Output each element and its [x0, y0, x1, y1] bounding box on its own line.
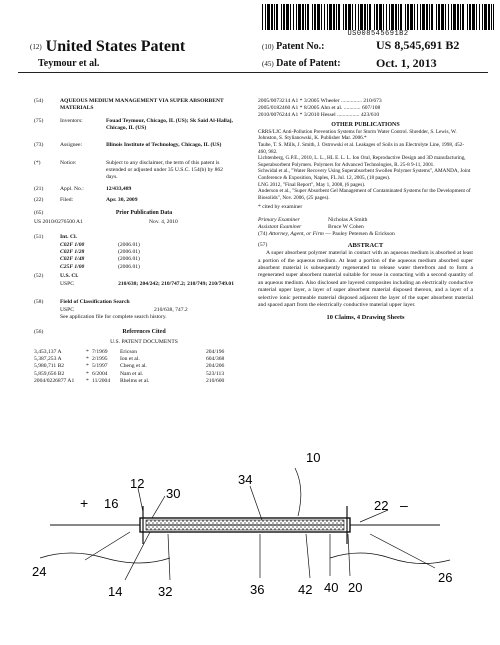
barcode-bar: [422, 4, 425, 30]
abstract-title: ABSTRACT: [347, 242, 384, 250]
barcode-bar: [355, 4, 356, 30]
barcode-bar: [343, 4, 344, 30]
patent-date: Oct. 1, 2013: [376, 56, 437, 70]
date-label-text: Date of Patent:: [276, 58, 341, 69]
uspat-row: [34, 363, 234, 370]
patent-title: AQUEOUS MEDIUM MANAGEMENT VIA SUPER ABSORBENT MATERIALS: [60, 98, 224, 112]
inventors-label: Inventors:: [60, 118, 83, 124]
barcode-bar: [438, 4, 440, 30]
barcode-bar: [453, 4, 456, 30]
filed-value: Apr. 30, 2009: [106, 197, 138, 203]
barcode-bar: [383, 4, 384, 30]
uspat-row: [34, 371, 234, 378]
notice-num: (*): [34, 160, 41, 166]
prior-title: Prior Publication Data: [115, 210, 173, 216]
barcode-bar: [491, 4, 492, 30]
barcode-bar: [420, 4, 421, 30]
ref-36: 36: [250, 582, 265, 597]
barcode-bar: [360, 4, 363, 30]
ground-wave-left: [40, 553, 170, 563]
intcl-list: [60, 242, 210, 271]
primary-examiner: [258, 217, 473, 224]
barcode-bar: [398, 4, 399, 30]
barcode-bar: [345, 4, 347, 30]
intcl-label: Int. Cl.: [60, 234, 77, 240]
primary-value: Nicholas A Smith: [328, 216, 368, 223]
appl-label: Appl. No.:: [60, 186, 84, 192]
uspat-date: 6/2004: [92, 370, 108, 377]
filed-label: Filed:: [60, 197, 74, 203]
barcode-bar: [460, 4, 461, 30]
uspat-class: 204/196: [206, 349, 225, 355]
uspat-date: 5/1997: [92, 363, 108, 370]
uspat-name: Ion et al.: [120, 356, 140, 363]
barcode-bar: [414, 4, 415, 30]
uspat-row: [34, 349, 234, 356]
prior-date: Nov. 4, 2010: [149, 219, 178, 225]
barcode-bar: [296, 4, 297, 30]
barcode-bar: [312, 4, 313, 30]
ground-wave-right: [330, 553, 450, 564]
barcode-bar: [329, 4, 332, 30]
uspat-name: Nam et al.: [120, 370, 144, 377]
barcode-bar: [426, 4, 428, 30]
header-divider: [18, 72, 488, 73]
uspat-date: 11/2004: [92, 377, 111, 384]
barcode-bar: [374, 4, 375, 30]
inventors-num: (75): [34, 118, 44, 124]
intcl-code: C02F 1/48: [60, 256, 85, 263]
minus-sign: –: [400, 497, 408, 513]
abstract-text: A super absorbent polymer material in contact with an aqueous medium is absorbed at least a portion of the aqueous medium. At least a portion of the aqueous medium absorbed super absorbent material is subsequently regenerated to release water therefrom and to form a regenerated super absorbent material suitable for reuse in contacting with a second quantity of an aqueous medium. Also disclosed are layered composites including an electrically conductive material upper layer, a layer of super absorbent material disposed thereon, and a layer of a selective ionic permeable material disposed adjacent the layer of the super absorbent material and spaced apart from the electrically conductive material upper layer.: [258, 250, 473, 308]
uspat-class: 523/113: [206, 370, 225, 377]
field-label: Field of Classification Search: [60, 299, 130, 305]
attorney-label: Attorney, Agent, or Firm: [268, 230, 324, 237]
continued-ref-row: 2005/0182460 A1 * 8/2005 Ahn et al. ............ 607/108: [258, 105, 381, 112]
continued-refs: [258, 98, 473, 120]
abstract-header: [258, 242, 473, 250]
ref-16: 16: [104, 496, 119, 511]
uspat-title: U.S. PATENT DOCUMENTS: [110, 339, 178, 345]
uspat-star: *: [86, 349, 89, 355]
assignee-label: Assignee:: [60, 142, 83, 148]
barcode-bar: [283, 4, 285, 30]
barcode-bar: [484, 4, 487, 30]
right-column: [258, 98, 473, 438]
uspat-date: 2/1995: [92, 356, 108, 363]
patent-number-prefix: (10): [262, 43, 274, 51]
appl-value: 12/433,489: [106, 186, 132, 192]
barcode-bar: [274, 4, 275, 30]
barcode-bar: [298, 4, 301, 30]
country-title: [30, 38, 185, 56]
uscl-label: U.S. Cl.: [60, 273, 79, 279]
uspat-row: [34, 356, 234, 363]
uspat-name: Ericson: [120, 349, 138, 355]
ref-24: 24: [32, 564, 47, 579]
ref-26: 26: [438, 570, 453, 585]
notice-label: Notice:: [60, 160, 77, 166]
barcode-bar: [472, 4, 475, 30]
plus-sign: +: [80, 495, 89, 511]
field-num: (58): [34, 299, 44, 305]
barcode-bar: [367, 4, 368, 30]
uspat-date: 7/1969: [92, 349, 108, 355]
uscl-num: (52): [34, 273, 44, 279]
uscl-value: 210/638; 204/242; 210/747.2; 210/749; 210/749.01: [118, 281, 234, 287]
assistant-examiner: [258, 224, 473, 231]
barcode-bar: [317, 4, 320, 30]
barcode-bar: [451, 4, 452, 30]
barcode-bar: [338, 4, 340, 30]
barcode-bar: [364, 4, 366, 30]
intcl-version: (2006.01): [118, 256, 140, 263]
inventors-value: Fouad Teymour, Chicago, IL (US); Sk Said Al-Hallaj, Chicago, IL (US): [106, 118, 233, 132]
barcode-bar: [488, 4, 490, 30]
assignee-value: Illinois Institute of Technology, Chicago, IL (US): [106, 142, 222, 148]
inventor-line: Teymour et al.: [38, 58, 100, 69]
barcode-bar: [436, 4, 437, 30]
ref-40: 40: [324, 580, 339, 595]
barcode-bar: [441, 4, 444, 30]
appl-num: (21): [34, 186, 44, 192]
barcode-bar: [352, 4, 353, 30]
uspat-number: 2004/0226877 A1: [34, 377, 75, 384]
barcode-bar: [395, 4, 397, 30]
patent-date-label: [262, 58, 341, 69]
barcode-bar: [307, 4, 309, 30]
uspat-star: *: [86, 356, 89, 363]
field-value: 210/638, 747.2: [154, 307, 188, 313]
uspat-number: 3,453,137 A: [34, 349, 62, 355]
barcode-bar: [448, 4, 449, 30]
refs-title: References Cited: [122, 329, 166, 335]
attorney: (74) Attorney, Agent, or Firm — Pauley Petersen & Erickson: [258, 230, 395, 237]
assistant-label: Assistant Examiner: [258, 223, 302, 230]
uscl-lead: USPC: [60, 281, 74, 287]
field-lead: USPC: [60, 307, 74, 313]
claims-count: 10 Claims, 4 Drawing Sheets: [326, 314, 405, 322]
uspat-star: *: [86, 370, 89, 377]
continued-ref-row: 2005/0073214 A1 * 3/2005 Wheeler ............... 210/673: [258, 98, 382, 104]
abstract-num: (57): [258, 242, 268, 249]
barcode-bar: [348, 4, 351, 30]
barcode-bar: [286, 4, 289, 30]
title-num: (54): [34, 98, 44, 104]
patent-number: US 8,545,691 B2: [376, 38, 460, 52]
barcode-bar: [407, 4, 409, 30]
barcode: [262, 4, 494, 30]
uspat-class: 604/368: [206, 356, 225, 363]
intcl-num: (51): [34, 234, 44, 240]
uspat-table: [34, 349, 234, 385]
filed-num: (22): [34, 197, 44, 203]
intcl-item: [60, 264, 210, 271]
barcode-bar: [379, 4, 382, 30]
country-name: United States Patent: [45, 38, 186, 55]
ref-34: 34: [238, 472, 253, 487]
barcode-bar: [271, 4, 273, 30]
barcode-bar: [290, 4, 291, 30]
barcode-bar: [457, 4, 459, 30]
barcode-bar: [400, 4, 402, 30]
patent-number-label-text: Patent No.:: [276, 41, 325, 52]
barcode-bar: [476, 4, 477, 30]
other-pubs: CRRS/LJC Anti-Pollution Prevention Systems for Storm Water Control. Shredder, S. Lewis, W. Johnston, S. Stylianowski, K. Publisher Mar. 2006.* Taube, T. S. Mills, J. Smith, J. Ostrowski et al. Leakages of Soils in an Electrolyte Line, 1998, 452-460, 982. Lichtenberg, G.P.E., 2010, L. L., HL E. L. L. Ion Oral, Reproductive Design and 3D manufacturing, Superabsorbent Polymers. Polymers for Advanced Technologies, R. 25-8 9-11, 2001. Schwidal et al., "Water Recovery Using Superabsorbent Swollen Polymer Systems", AMANDA, Joint Conference & Exposition, Naples, FL Jul. 12, 2005, (18 pages). LNG 2012, "Final Report", May 1, 2008, (6 pages). Anderson et al., "Super Absorbent Gel Management of Contaminated Systems for the Development of Biosolids", Nov. 2006, (25 pages).: [258, 128, 471, 201]
cited-note: * cited by examiner: [258, 204, 303, 211]
continued-ref-row: 2010/0076244 A1 * 3/2010 Hessel ................ 423/610: [258, 112, 380, 119]
prior-num: (65): [34, 210, 44, 216]
patent-number-label: [262, 41, 325, 52]
uspat-star: *: [86, 377, 89, 384]
barcode-bar: [417, 4, 418, 30]
uspat-name: Cheng et al.: [120, 363, 147, 370]
barcode-bar: [333, 4, 335, 30]
barcode-bar: [405, 4, 406, 30]
uspat-star: *: [86, 363, 89, 370]
uspat-row: [34, 378, 234, 385]
barcode-bar: [493, 4, 494, 30]
barcode-bar: [429, 4, 430, 30]
refs-num: (56): [34, 329, 44, 335]
barcode-bar: [431, 4, 433, 30]
other-pubs-title: OTHER PUBLICATIONS: [331, 121, 400, 128]
barcode-number: US008545691B2: [347, 30, 409, 38]
intcl-version: (2006.01): [118, 249, 140, 256]
barcode-bar: [324, 4, 325, 30]
primary-label: Primary Examiner: [258, 216, 300, 223]
barcode-bar: [469, 4, 471, 30]
assistant-value: Bruce W Cohen: [328, 223, 364, 230]
barcode-bar: [467, 4, 468, 30]
ref-12: 12: [130, 476, 145, 491]
intcl-version: (2006.01): [118, 263, 140, 270]
barcode-bar: [445, 4, 446, 30]
assignee-num: (73): [34, 142, 44, 148]
barcode-bar: [391, 4, 394, 30]
left-column: [34, 98, 234, 438]
barcode-bar: [389, 4, 390, 30]
patent-drawing: [30, 448, 475, 638]
intcl-code: C02F 1/28: [60, 249, 85, 256]
ref-10: 10: [306, 450, 321, 465]
intcl-version: (2006.01): [118, 242, 140, 248]
barcode-bar: [369, 4, 371, 30]
barcode-bar: [410, 4, 413, 30]
ref-30: 30: [166, 486, 181, 501]
field-note: See application file for complete search history.: [60, 314, 167, 320]
ref-32: 32: [158, 584, 173, 599]
barcode-bar: [293, 4, 294, 30]
barcode-bar: [305, 4, 306, 30]
date-prefix: (45): [262, 60, 274, 68]
uspat-number: 5,859,656 B2: [34, 370, 65, 377]
uspat-number: 5,387,253 A: [34, 356, 62, 363]
barcode-bar: [327, 4, 328, 30]
uspat-name: Rhelms et al.: [120, 377, 150, 384]
barcode-bar: [482, 4, 483, 30]
ref-20: 20: [348, 580, 363, 595]
prior-pub: US 2010/0276500 A1: [34, 219, 83, 225]
uspat-class: 210/600: [206, 377, 225, 384]
barcode-bar: [267, 4, 270, 30]
barcode-bar: [321, 4, 322, 30]
barcode-bar: [479, 4, 480, 30]
barcode-bar: [314, 4, 316, 30]
barcode-bar: [376, 4, 378, 30]
attorney-value: Pauley Petersen & Erickson: [332, 230, 395, 237]
ref-42: 42: [298, 582, 313, 597]
barcode-bar: [358, 4, 359, 30]
intcl-item: [60, 256, 210, 263]
barcode-bar: [276, 4, 278, 30]
barcode-bar: [386, 4, 387, 30]
intcl-code: C02F 1/00: [60, 242, 85, 248]
attorney-num: (74): [258, 230, 268, 237]
barcode-bar: [462, 4, 464, 30]
barcode-bar: [265, 4, 266, 30]
country-prefix: (12): [30, 43, 42, 52]
notice-value: Subject to any disclaimer, the term of this patent is extended or adjusted under 35 U.S.C. 154(b) by 862 days.: [106, 160, 223, 181]
ref-14: 14: [108, 584, 123, 599]
barcode-bar: [262, 4, 263, 30]
uspat-class: 204/206: [206, 363, 225, 370]
uspat-number: 5,980,711 B2: [34, 363, 65, 370]
ref-22: 22: [374, 498, 389, 513]
barcode-bar: [281, 4, 282, 30]
barcode-bar: [336, 4, 337, 30]
intcl-code: C25F 1/00: [60, 263, 85, 270]
barcode-bar: [302, 4, 304, 30]
